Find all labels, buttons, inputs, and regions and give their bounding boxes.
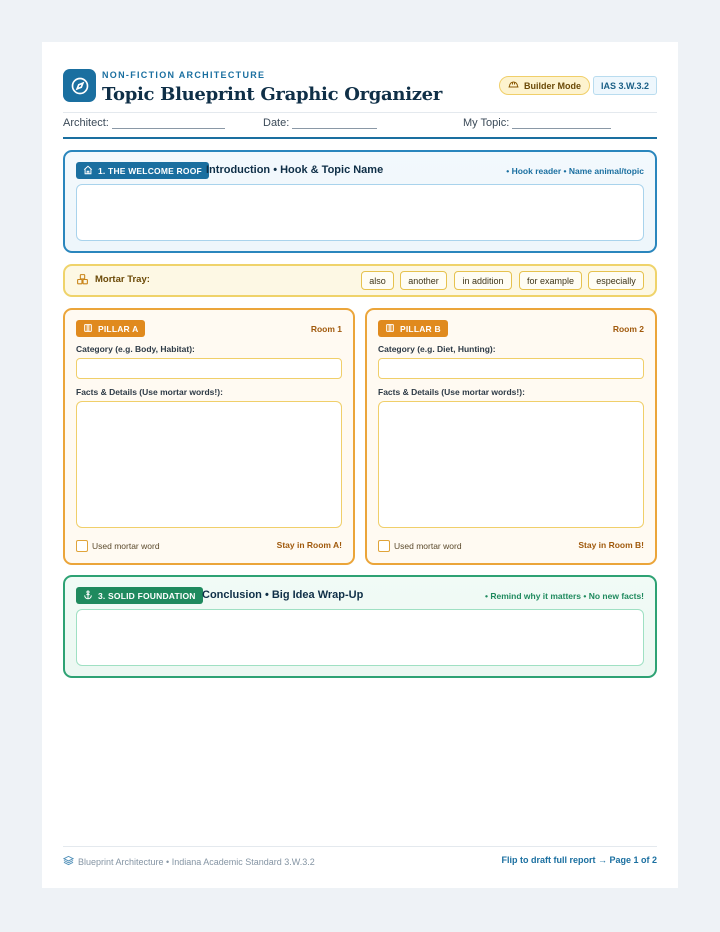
pillar-b-check-label: Used mortar word	[394, 541, 462, 551]
worksheet-page	[42, 42, 678, 888]
pillar-a-section	[63, 308, 355, 565]
pillar-a-tag-label: PILLAR A	[98, 323, 139, 334]
hard-hat-icon	[508, 80, 519, 91]
pillar-a-category-label: Category (e.g. Body, Habitat):	[76, 344, 195, 354]
footer-credit-text: Blueprint Architecture • Indiana Academic Standard 3.W.3.2	[78, 856, 315, 867]
roof-tag-label: 1. THE WELCOME ROOF	[98, 165, 202, 176]
eyebrow-label: NON-FICTION ARCHITECTURE	[102, 70, 266, 80]
compass-icon	[63, 69, 96, 102]
date-field[interactable]	[263, 117, 377, 129]
date-line[interactable]	[292, 119, 377, 129]
blocks-icon	[76, 273, 89, 291]
mortar-word-chip[interactable]: for example	[519, 271, 582, 290]
mortar-word-chip[interactable]: especially	[588, 271, 644, 290]
architect-field[interactable]	[63, 117, 225, 129]
pillar-b-check-row	[378, 539, 644, 553]
pillar-b-mortar-checkbox[interactable]	[378, 540, 390, 552]
conclusion-writing-box[interactable]	[76, 609, 644, 666]
pillar-b-tag-label: PILLAR B	[400, 323, 441, 334]
architect-label: Architect:	[63, 117, 109, 129]
roof-tag	[76, 162, 209, 179]
pillar-a-stay-note: Stay in Room A!	[276, 540, 342, 550]
page-indicator: Flip to draft full report → Page 1 of 2	[501, 855, 657, 865]
mortar-tray	[63, 264, 657, 297]
pillar-b-category-input[interactable]	[378, 358, 644, 379]
mortar-tray-label: Mortar Tray:	[95, 274, 150, 285]
page-title: Topic Blueprint Graphic Organizer	[102, 84, 443, 105]
pillar-b-category-label: Category (e.g. Diet, Hunting):	[378, 344, 496, 354]
solid-foundation-section	[63, 575, 657, 678]
pillar-icon	[83, 323, 93, 335]
header-rule	[63, 137, 657, 139]
roof-hint: • Hook reader • Name animal/topic	[506, 166, 644, 176]
student-info-row	[63, 117, 657, 131]
foundation-title: Conclusion • Big Idea Wrap-Up	[202, 589, 364, 601]
pillar-a-facts-label: Facts & Details (Use mortar words!):	[76, 387, 223, 397]
mortar-word-chip[interactable]: in addition	[454, 271, 512, 290]
pillar-a-facts-box[interactable]	[76, 401, 342, 528]
pillar-a-check-row	[76, 539, 342, 553]
topic-line[interactable]	[512, 119, 611, 129]
footer-credit	[63, 855, 315, 868]
mortar-word-chip[interactable]: also	[361, 271, 394, 290]
welcome-roof-section	[63, 150, 657, 253]
pillar-b-section	[365, 308, 657, 565]
builder-mode-label: Builder Mode	[523, 80, 581, 91]
pillar-a-tag	[76, 320, 145, 337]
mortar-word-chip[interactable]: another	[400, 271, 447, 290]
pillar-b-facts-box[interactable]	[378, 401, 644, 528]
header-divider	[63, 112, 657, 113]
pillar-icon	[385, 323, 395, 335]
topic-field[interactable]	[463, 117, 611, 129]
house-icon	[83, 165, 93, 177]
introduction-writing-box[interactable]	[76, 184, 644, 241]
architect-line[interactable]	[112, 119, 225, 129]
footer-divider	[63, 846, 657, 847]
pillar-b-room: Room 2	[612, 324, 644, 334]
pillar-b-tag	[378, 320, 448, 337]
foundation-tag-label: 3. SOLID FOUNDATION	[98, 590, 196, 601]
pillar-a-check-label: Used mortar word	[92, 541, 160, 551]
foundation-tag	[76, 587, 203, 604]
anchor-icon	[83, 590, 93, 602]
topic-label: My Topic:	[463, 117, 510, 129]
pillar-b-facts-label: Facts & Details (Use mortar words!):	[378, 387, 525, 397]
roof-title: Introduction • Hook & Topic Name	[206, 164, 384, 176]
layers-icon	[63, 855, 74, 868]
pillar-a-mortar-checkbox[interactable]	[76, 540, 88, 552]
pillar-b-stay-note: Stay in Room B!	[578, 540, 644, 550]
pillar-a-category-input[interactable]	[76, 358, 342, 379]
foundation-hint: • Remind why it matters • No new facts!	[485, 591, 644, 601]
pillar-a-room: Room 1	[310, 324, 342, 334]
standard-badge: IAS 3.W.3.2	[593, 76, 657, 95]
builder-mode-badge[interactable]	[499, 76, 590, 95]
date-label: Date:	[263, 117, 290, 129]
